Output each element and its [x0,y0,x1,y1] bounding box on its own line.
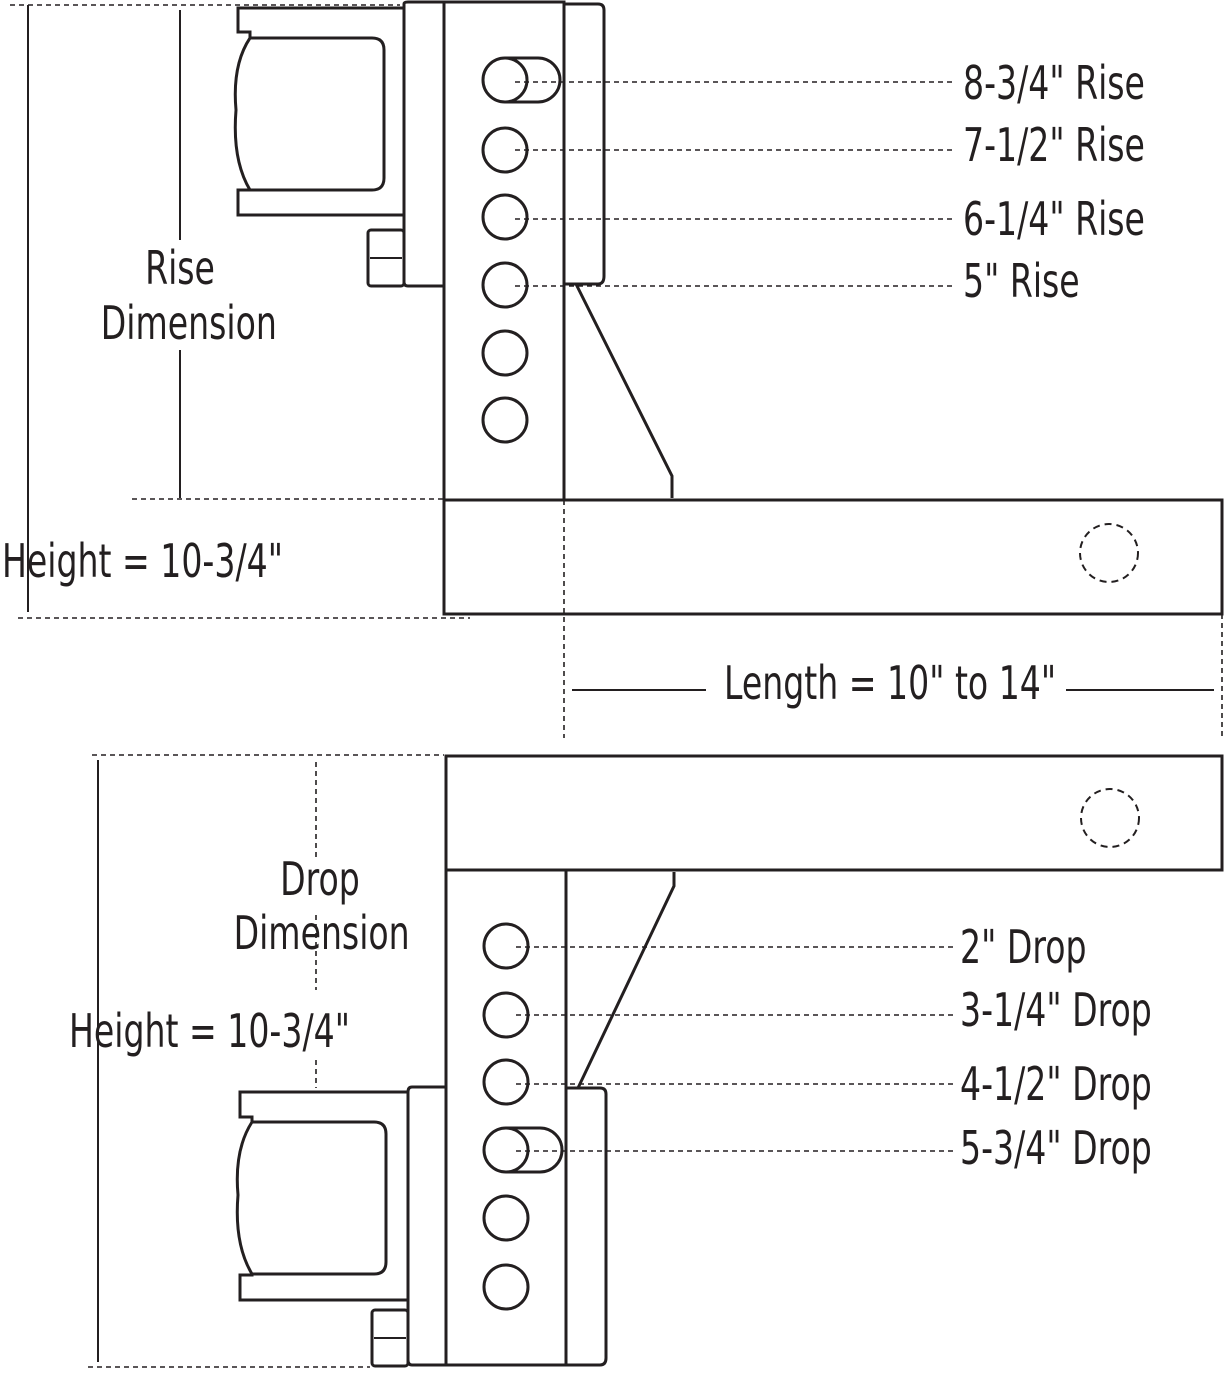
drop-position-label: 3-1/4" Drop [960,983,1152,1037]
rise-position-label: 5" Rise [963,254,1080,308]
drop-dimension-label-line2: Dimension [233,906,410,960]
length-label: Length = 10" to 14" [724,656,1057,710]
bracket-plate [404,2,444,286]
adjustment-hole [484,924,528,968]
drop-height-label: Height = 10-3/4" [69,1004,350,1058]
bracket-plate [408,1087,446,1365]
hitch-ball-profile [237,1122,386,1274]
drop-position-label: 2" Drop [960,920,1087,974]
rise-dimension-label-line2: Dimension [100,296,277,350]
rise-position-label: 7-1/2" Rise [963,118,1145,172]
gusset-brace [578,872,674,1088]
adjustment-hole [483,398,527,442]
drop-position-label: 4-1/2" Drop [960,1057,1152,1111]
drop-dimension-label-line1: Drop [280,852,360,906]
adjustment-hole [483,58,527,102]
sleeve-plate [564,4,604,284]
hitch-ball-profile [235,38,384,190]
adjustment-hole [483,331,527,375]
rise-position-label: 8-3/4" Rise [963,56,1145,110]
gusset-brace [576,284,672,498]
adjustment-hole [483,263,527,307]
sleeve-plate [566,1088,606,1365]
adjustment-hole [483,128,527,172]
adjustment-hole [484,1060,528,1104]
horizontal-shank [446,756,1222,870]
adjustment-hole [484,1128,528,1172]
adjustment-hole [484,993,528,1037]
adjustment-hole [484,1196,528,1240]
drop-position-label: 5-3/4" Drop [960,1121,1152,1175]
horizontal-shank [444,500,1222,614]
rise-dimension-label-line1: Rise [145,241,215,295]
rise-height-label: Height = 10-3/4" [2,534,283,588]
adjustment-hole [483,195,527,239]
rise-position-label: 6-1/4" Rise [963,192,1145,246]
adjustment-hole [484,1265,528,1309]
